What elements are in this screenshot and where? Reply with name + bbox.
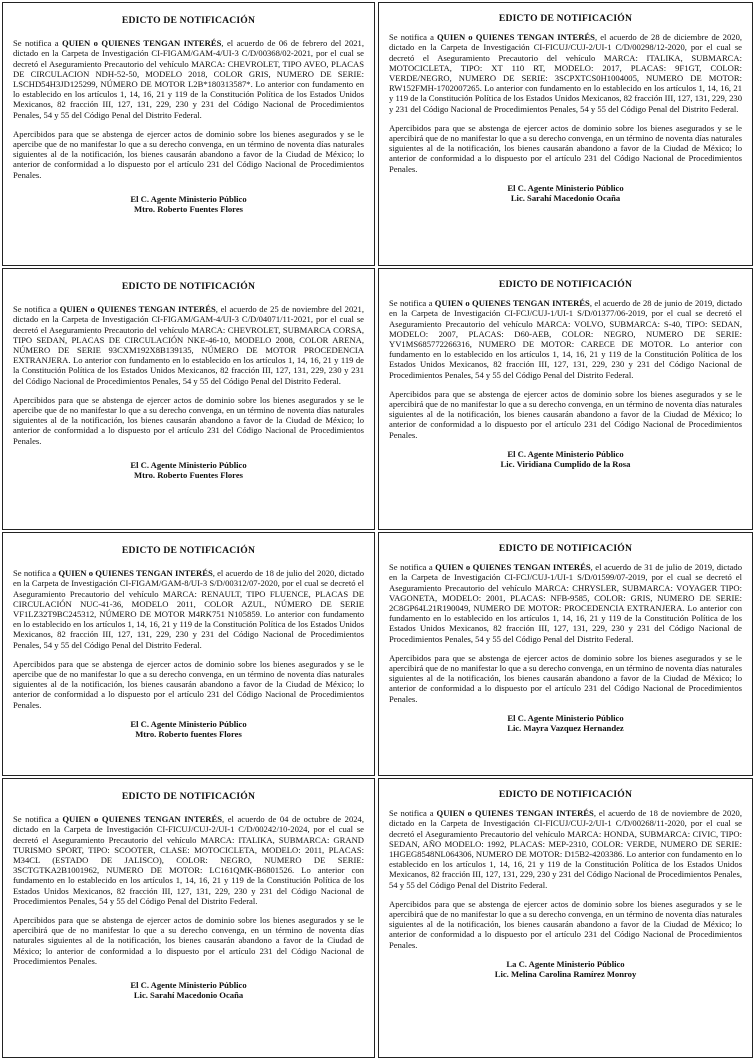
edict-warning: Apercibidos para que se abstenga de ejercer actos de dominio sobre los bienes asegurados y se le apercibirá que de no manifestar lo que a su derecho convenga, en un término de noventa días naturales siguientes al de la notificación, los bienes causarán abandono a favor de la Ciudad de México; lo anterior de conformidad a lo dispuesto por el artículo 231 del Código Nacional de Procedimientos Penales. bbox=[389, 388, 742, 440]
lead-prefix: Se notifica a bbox=[13, 304, 60, 315]
edict-title: EDICTO DE NOTIFICACIÓN bbox=[498, 13, 633, 24]
signer-name: Lic. Melina Carolina Ramírez Monroy bbox=[494, 969, 637, 980]
signer-role: El C. Agente Ministerio Público bbox=[507, 182, 624, 193]
edict-body bbox=[13, 304, 364, 386]
edict-body bbox=[13, 38, 364, 120]
lead-prefix: Se notifica a bbox=[389, 808, 437, 819]
edict-warning: Apercibidos para que se abstenga de ejercer actos de dominio sobre los bienes asegurados y se le apercibirá que de no manifestar lo que a su derecho convenga, en un término de noventa días naturales siguientes al de la notificación, los bienes causarán abandono a favor de la Ciudad de México; lo anterior de conformidad a lo dispuesto por el artículo 231 del Código Nacional de Procedimientos Penales. bbox=[389, 652, 742, 704]
edict-notice bbox=[378, 532, 753, 776]
edict-body bbox=[389, 298, 742, 380]
edict-warning: Apercibidos para que se abstenga de ejercer actos de dominio sobre los bienes asegurados y se le apercibirá que de no manifestar lo que a su derecho convenga, en un término de noventa días naturales siguientes al de la notificación, los bienes causarán abandono a favor de la Ciudad de México; lo anterior de conformidad a lo dispuesto por el artículo 231 del Código Nacional de Procedimientos Penales. bbox=[389, 122, 742, 174]
edict-title: EDICTO DE NOTIFICACIÓN bbox=[498, 279, 633, 290]
edict-notice bbox=[378, 2, 753, 266]
edict-warning: Apercibidos para que se abstenga de ejercer actos de dominio sobre los bienes asegurados y se le apercibe que de no manifestar lo que a su derecho convenga, en un término de noventa días naturales siguientes al de la notificación, los bienes causarán abandono a favor de la Ciudad de México; lo anterior de conformidad a lo dispuesto por el artículo 231 del Código Nacional de Procedimientos Penales. bbox=[13, 394, 364, 446]
edict-body bbox=[389, 32, 742, 114]
lead-bold: QUIEN o QUIENES TENGAN INTERÉS bbox=[62, 814, 223, 825]
edict-title: EDICTO DE NOTIFICACIÓN bbox=[121, 281, 256, 292]
body-text: , el acuerdo de 28 de diciembre de 2020, dictado en la Carpeta de Investigación CI-FICUJ/CUJ-2/UI-1 C/D/00298/12-2020, por el cual se decretó el Aseguramiento Precautorio del vehículo MARCA: ITALIKA, SUBMARCA: MOTOCICLETA, TIPO: XT 110 RT, MODELO: 2017, PLACAS: 9F1GT, COLOR: VERDE/NEGRO, NUMERO DE SERIE: 3SCPXTCS0H1004005, NUMERO DE MOTOR: RW152FMH-1702007265. Lo anterior con fundamento en lo establecido en los artículos 1, 14, 16, 21 y 119 de la Constitución Política de los Estados Unidos Mexicanos, 82 fracción III, 127, 131, 229, 230 y 231 del Código Nacional de Procedimientos Penales, 54 y 55 del Código Penal del Distrito Federal. bbox=[389, 32, 743, 114]
signer-name: Mtro. Roberto fuentes Flores bbox=[135, 729, 242, 740]
edict-warning: Apercibidos para que se abstenga de ejercer actos de dominio sobre los bienes asegurados y se le apercibe que de no manifestar lo que a su derecho convenga, en un término de noventa días naturales siguientes al de la notificación, los bienes causarán abandono a favor de la Ciudad de México; lo anterior de conformidad a lo dispuesto por el artículo 231 del Código Nacional de Procedimientos Penales. bbox=[13, 658, 364, 710]
edict-notice bbox=[378, 778, 753, 1058]
lead-prefix: Se notifica a bbox=[13, 38, 63, 49]
signature-block bbox=[389, 183, 742, 204]
signer-role: El C. Agente Ministerio Público bbox=[507, 448, 624, 459]
signer-name: Lic. Viridiana Cumplido de la Rosa bbox=[500, 459, 631, 470]
edict-body bbox=[13, 814, 364, 906]
signer-name: Lic. Mayra Vazquez Hernandez bbox=[507, 723, 624, 734]
edict-title: EDICTO DE NOTIFICACIÓN bbox=[498, 543, 633, 554]
lead-bold: QUIEN o QUIENES TENGAN INTERÉS bbox=[435, 562, 591, 573]
lead-prefix: Se notifica a bbox=[389, 562, 436, 573]
edict-warning: Apercibidos para que se abstenga de ejercer actos de dominio sobre los bienes asegurados y se le apercibirá que de no manifestar lo que a su derecho convenga, en un término de noventa días naturales siguientes al de la notificación, los bienes causarán abandono a favor de la Ciudad de México; lo anterior de conformidad a lo dispuesto por el artículo 231 del Código Nacional de Procedimientos Penales. bbox=[389, 898, 742, 950]
edict-notice bbox=[2, 778, 375, 1058]
signature-block bbox=[13, 194, 364, 215]
signer-role: El C. Agente Ministerio Público bbox=[130, 980, 247, 991]
body-text: , el acuerdo de 18 de julio del 2020, dictado en la Carpeta de Investigación CI-FIGAM/GAM-8/UI-3 S/D/00312/07-2020, por el cual se decretó el Aseguramiento Precautorio del vehículo MARCA: RENAULT, TIPO FLUENCE, PLACAS DE CIRCULACIÓN NUC-41-36, MODELO 2011, COLOR AZUL, NÚMERO DE SERIE VF1LZ32T9BC245312, NÚMERO DE MOTOR M4RK751 N105859. Lo anterior con fundamento en lo establecido en los artículos 1, 14, 16, 21 y 119 de la Constitución Política de los Estados Unidos Mexicanos, 82 fracción III, 127, 131, 229, 230 y 231 del Código Nacional de Procedimientos Penales, 54 y 55 del Código Penal del Distrito Federal. bbox=[13, 568, 364, 650]
signature-block bbox=[13, 460, 364, 481]
signature-block bbox=[389, 959, 742, 980]
body-text: , el acuerdo de 18 de noviembre de 2020, dictado en la Carpeta de Investigación CI-FICUJ/CUJ-2/UI-1 C/D/00268/11-2020, por el cual se decretó el Aseguramiento Precautorio del vehículo MARCA: HONDA, SUBMARCA: CIVIC, TIPO: SEDAN, AÑO MODELO: 1992, PLACAS: MEP-2310, COLOR: VERDE, NUMERO DE SERIE: 1HGEG8548NL064306, NUMERO DE MOTOR: D15B2-4203386. Lo anterior con fundamento en lo establecido en los artículos 1, 14, 16, 21 y 119 de la Constitución Política de los Estados Unidos Mexicanos, 82 fracción III, 127, 131, 229, 230 y 231 del Código Nacional de Procedimientos Penales, 54 y 55 del Código Penal del Distrito Federal. bbox=[389, 808, 742, 890]
signer-role: La C. Agente Ministerio Público bbox=[506, 958, 625, 969]
body-text: , el acuerdo de 28 de junio de 2019, dictado en la Carpeta de Investigación CI-FCJ/CUJ-1/UI-1 S/D/01377/06-2019, por el cual se decretó el Aseguramiento Precautorio del vehículo MARCA: VOLVO, SUBMARCA: S-40, TIPO: SEDAN, MODELO: 2007, PLACAS: D60-AEB, COLOR: NEGRO, NUMERO DE SERIE: YV1MS685772266316, NUMERO DE MOTOR: CARECE DE MOTOR. Lo anterior con fundamento en lo establecido en los artículos 1, 14, 16, 21 y 119 de la Constitución Política de los Estados Unidos Mexicanos, 82 fracción III, 127, 131, 229, 230 y 231 del Código Nacional de Procedimientos Penales, 54 y 55 del Código Penal del Distrito Federal. bbox=[389, 298, 742, 380]
edict-notice bbox=[2, 532, 375, 776]
edict-body bbox=[13, 568, 364, 650]
lead-prefix: Se notifica a bbox=[13, 568, 59, 579]
edict-body bbox=[389, 808, 742, 890]
lead-prefix: Se notifica a bbox=[389, 298, 435, 309]
lead-bold: QUIEN o QUIENES TENGAN INTERÉS bbox=[62, 38, 222, 49]
edict-notice bbox=[2, 2, 375, 266]
signature-block bbox=[13, 719, 364, 740]
edict-warning: Apercibidos para que se abstenga de ejercer actos de dominio sobre los bienes asegurados y se le apercibe que de no manifestar lo que a su derecho convenga, en un término de noventa días naturales siguientes al de la notificación, los bienes causarán abandono a favor de la Ciudad de México; lo anterior de conformidad a lo dispuesto por el artículo 231 del Código Nacional de Procedimientos Penales. bbox=[13, 128, 364, 180]
edict-notice bbox=[378, 268, 753, 530]
signer-name: Lic. Sarahí Macedonio Ocaña bbox=[510, 193, 621, 204]
signer-role: El C. Agente Ministerio Público bbox=[507, 712, 624, 723]
edict-warning: Apercibidos para que se abstenga de ejercer actos de dominio sobre los bienes asegurados y se le apercibirá que de no manifestar lo que a su derecho convenga, en un término de noventa días naturales siguientes al de la notificación, los bienes causarán abandono a favor de la Ciudad de México; lo anterior de conformidad a lo dispuesto por el artículo 231 del Código Nacional de Procedimientos Penales. bbox=[13, 915, 364, 966]
signer-name: Mtro. Roberto Fuentes Flores bbox=[134, 470, 243, 481]
lead-bold: QUIEN o QUIENES TENGAN INTERÉS bbox=[437, 32, 595, 43]
signer-role: El C. Agente Ministerio Público bbox=[130, 718, 247, 729]
body-text: , el acuerdo de 25 de noviembre del 2021, dictado en la Carpeta de Investigación CI-FIGAM/GAM-4/UI-3 C/D/04071/11-2021, por el cual se decretó el Aseguramiento Precautorio del vehículo MARCA: CHEVROLET, SUBMARCA CORSA, TIPO SEDAN, PLACAS DE CIRCULACIÓN NKE-46-10, MODELO 2008, COLOR ARENA, NÚMERO DE SERIE 93CXM192X8B139135, NÚMERO DE MOTOR PROCEDENCIA EXTRANJERA. Lo anterior con fundamento en lo establecido en los artículos 1, 14, 16, 21 y 119 de la Constitución Política de los Estados Unidos Mexicanos, 82 fracción III, 127, 131, 229, 230 y 231 del Código Nacional de Procedimientos Penales, 54 y 55 del Código Penal del Distrito Federal. bbox=[13, 304, 364, 386]
edict-title: EDICTO DE NOTIFICACIÓN bbox=[121, 15, 256, 26]
signer-role: El C. Agente Ministerio Público bbox=[130, 193, 247, 204]
body-text: , el acuerdo de 06 de febrero del 2021, dictado en la Carpeta de Investigación CI-FIGAM/GAM-4/UI-3 C/D/00368/02-2021, por el cual se decretó el Aseguramiento Precautorio del vehículo MARCA: CHEVROLET, TIPO AVEO, PLACAS DE CIRCULACION NDH-52-50, MODELO 2018, COLOR GRIS, NUMERO DE SERIE: LSCHD54H3JD125299, NÚMERO DE MOTOR L2B*180313587*. Lo anterior con fundamento en lo establecido en los artículos 1, 14, 16, 21 y 119 de la Constitución Política de los Estados Unidos Mexicanos, 82 fracción III, 127, 131, 229, 230 y 231 del Código Nacional de Procedimientos Penales, 54 y 55 del Código Penal del Distrito Federal. bbox=[13, 38, 365, 120]
signer-name: Lic. Sarahí Macedonio Ocaña bbox=[133, 990, 244, 1001]
lead-bold: QUIEN o QUIENES TENGAN INTERÉS bbox=[58, 568, 213, 579]
edict-title: EDICTO DE NOTIFICACIÓN bbox=[121, 791, 256, 802]
lead-prefix: Se notifica a bbox=[13, 814, 63, 825]
lead-bold: QUIEN o QUIENES TENGAN INTERÉS bbox=[59, 304, 216, 315]
edict-notice bbox=[2, 268, 375, 530]
lead-prefix: Se notifica a bbox=[389, 32, 437, 43]
edict-title: EDICTO DE NOTIFICACIÓN bbox=[498, 789, 633, 800]
edict-title: EDICTO DE NOTIFICACIÓN bbox=[121, 545, 256, 556]
signature-block bbox=[389, 713, 742, 734]
signature-block bbox=[389, 449, 742, 470]
signature-block bbox=[13, 980, 364, 1001]
signer-role: El C. Agente Ministerio Público bbox=[130, 459, 247, 470]
signer-name: Mtro. Roberto Fuentes Flores bbox=[134, 204, 243, 215]
lead-bold: QUIEN o QUIENES TENGAN INTERÉS bbox=[434, 298, 590, 309]
body-text: , el acuerdo de 31 de julio de 2019, dictado en la Carpeta de Investigación CI-FCJ/CUJ-1/UI-1 S/D/01599/07-2019, por el cual se decretó el Aseguramiento Precautorio del vehículo MARCA: CHRYSLER, SUBMARCA: VOYAGER TIPO: VAGONETA, MODELO: 2001, PLACAS: NFB-9585, COLOR: GRIS, NUMERO DE SERIE: 2C8GP64L21R190049, NUMERO DE MOTOR: PROCEDENCIA EXTRANJERA. Lo anterior con fundamento en lo establecido en los artículos 1, 14, 16, 21 y 119 de la Constitución Política de los Estados Unidos Mexicanos, 82 fracción III, 127, 131, 229, 230 y 231 del Código Nacional de Procedimientos Penales, 54 y 55 del Código Penal del Distrito Federal. bbox=[389, 562, 742, 644]
lead-bold: QUIEN o QUIENES TENGAN INTERÉS bbox=[436, 808, 594, 819]
edict-body bbox=[389, 562, 742, 644]
body-text: , el acuerdo de 04 de octubre de 2024, dictado en la Carpeta de Investigación CI-FICUJ/CUJ-2/UI-1 C/D/00242/10-2024, por el cual se decretó el Aseguramiento Precautorio del vehículo MARCA: ITALIKA, SUBMARCA: GRAND TURISMO SPORT, TIPO: SCOOTER, CLASE: MOTOCICLETA, MODELO: 2011, PLACAS: M34CL (ESTADO DE JALISCO), COLOR: NEGRO, NUMERO DE SERIE: 3SCTGTKA2B1001962, NUMERO DE MOTOR: LC161QMK-B6801526. Lo anterior con fundamento en lo establecido en los artículos 1, 14, 16, 21 y 119 de la Constitución Política de los Estados Unidos Mexicanos, 82 fracción III, 127, 131, 229, 230 y 231 del Código Nacional de Procedimientos Penales, 54 y 55 del Código Penal del Distrito Federal. bbox=[13, 814, 364, 906]
